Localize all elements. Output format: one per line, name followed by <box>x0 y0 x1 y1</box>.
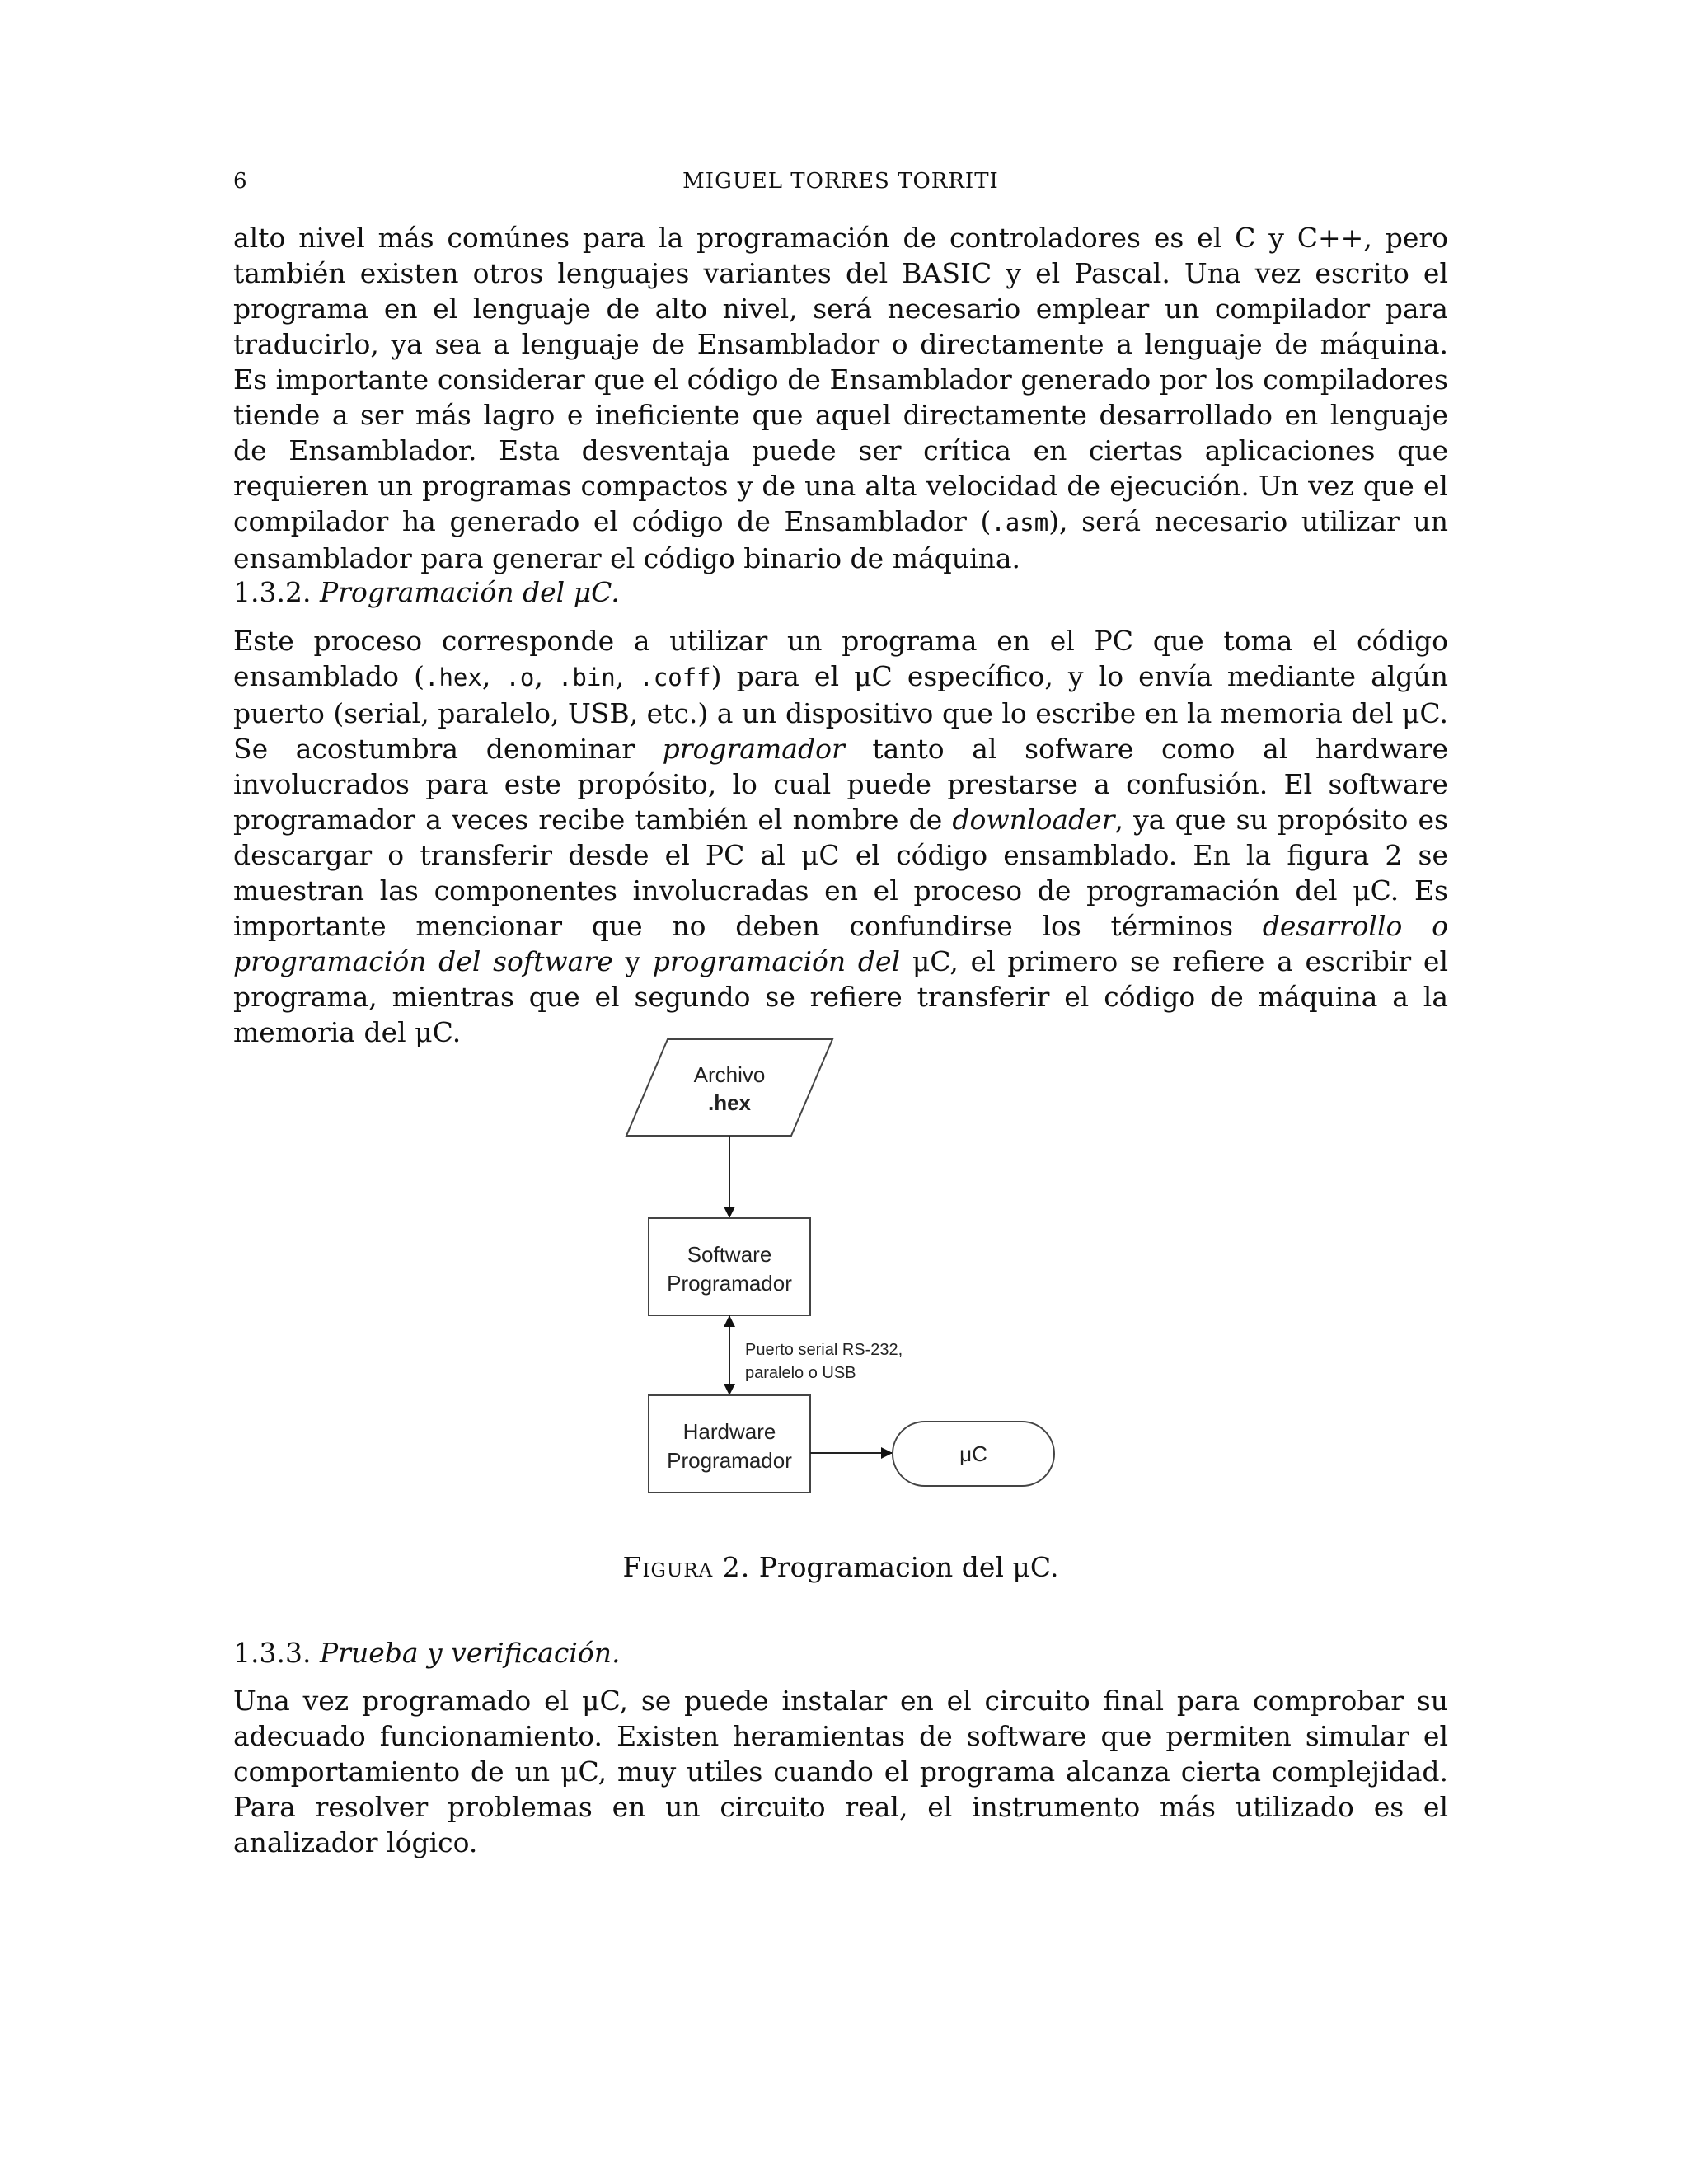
section-title: Prueba y verificación. <box>319 1637 621 1669</box>
programming-flow-diagram <box>610 1038 1071 1516</box>
figure-caption <box>233 1549 1448 1585</box>
running-header <box>233 169 1448 199</box>
hex-file-parallelogram <box>626 1039 832 1136</box>
paragraph-text: ), será necesario utilizar un ensamblador para generar el código binario de máquina. <box>233 505 1448 574</box>
paragraph-testing <box>233 1683 1448 1860</box>
microcontroller-terminal <box>893 1422 1054 1486</box>
code-coff: .coff <box>639 663 711 691</box>
emphasis-downloader: downloader <box>952 804 1115 836</box>
uc-label: μC <box>959 1441 987 1466</box>
paragraph-text: ) para el μC específico, y lo envía mediante algún puerto (serial, paralelo, USB, etc.) a un dispositivo que lo escribe en la memoria del μC. Se acostumbra denominar <box>233 660 1449 765</box>
hardware-programmer-box <box>649 1395 810 1493</box>
port-label-line1: Puerto serial RS-232, <box>745 1341 903 1359</box>
running-author: MIGUEL TORRES TORRITI <box>682 169 999 194</box>
software-programmer-box <box>649 1218 810 1315</box>
section-number: 1.3.3. <box>233 1637 312 1669</box>
section-heading-1-3-2 <box>233 574 1448 610</box>
paragraph-text: , ya que su propósito es descargar o transferir desde el PC al μC el código ensamblado. En la figura 2 se muestran las componentes involucradas en el proceso de programación del μC. Es importante mencionar que no deben confundirse los términos <box>233 804 1448 942</box>
code-asm: .asm <box>991 509 1049 537</box>
hardware-label: Hardware <box>682 1419 776 1444</box>
software-label: Software <box>687 1242 772 1267</box>
caption-text: Programacion del μC. <box>758 1551 1059 1583</box>
archivo-label: Archivo <box>693 1062 766 1087</box>
paragraph-compilation <box>233 220 1448 576</box>
paragraph-text: Este proceso corresponde a utilizar un programa en el PC que toma el código ensamblado ( <box>233 625 1448 692</box>
code-hex: .hex <box>424 663 482 691</box>
paragraph-programming <box>233 623 1448 1050</box>
separator: , <box>615 660 640 692</box>
section-number: 1.3.2. <box>233 576 312 608</box>
port-label-line2: paralelo o USB <box>745 1364 856 1382</box>
emphasis-programador: programador <box>662 733 845 765</box>
code-bin: .bin <box>557 663 616 691</box>
paragraph-text: y <box>612 945 653 977</box>
emphasis-desarrollo: desarrollo o programación del software <box>233 910 1449 977</box>
separator: , <box>534 660 558 692</box>
code-o: .o <box>505 663 535 691</box>
programador-label: Programador <box>667 1448 792 1473</box>
section-heading-1-3-3 <box>233 1635 1448 1671</box>
page-number: 6 <box>233 169 247 194</box>
paragraph-text: alto nivel más comúnes para la programación de controladores es el C y C++, pero también existen otros lenguajes variantes del BASIC y el Pascal. Una vez escrito el programa en el lenguaje de alto nivel, será necesario emplear un compilador para traducirlo, ya sea a lenguaje de Ensamblador o directamente a lenguaje de máquina. Es importante considerar que el código de Ensamblador generado por los compiladores tiende a ser más lagro e ineficiente que aquel directamente desarrollado en lenguaje de Ensamblador. Esta desventaja puede ser crítica en ciertas aplicaciones que requieren un programas compactos y de una alta velocidad de ejecución. Un vez que el compilador ha generado el código de Ensamblador ( <box>233 222 1448 537</box>
programador-label: Programador <box>667 1271 792 1296</box>
emphasis-programacion: programación del <box>652 945 901 977</box>
paragraph-text: tanto al sofware como al hardware involucrados para este propósito, lo cual puede prestarse a confusión. El software programador a veces recibe también el nombre de <box>233 733 1448 836</box>
section-title: Programación del μC. <box>319 576 620 608</box>
separator: , <box>481 660 506 692</box>
paragraph-text: μC, el primero se refiere a escribir el programa, mientras que el segundo se refiere transferir el código de máquina a la memoria del μC. <box>233 945 1449 1048</box>
hex-label: .hex <box>707 1090 752 1115</box>
paragraph-text: Una vez programado el μC, se puede instalar en el circuito final para comprobar su adecuado funcionamiento. Existen heramientas de software que permiten simular el comportamiento de un μC, muy utiles cuando el programa alcanza cierta complejidad. Para resolver problemas en un circuito real, el instrumento más utilizado es el analizador lógico. <box>233 1685 1448 1858</box>
caption-label: Figura 2. <box>622 1551 751 1583</box>
